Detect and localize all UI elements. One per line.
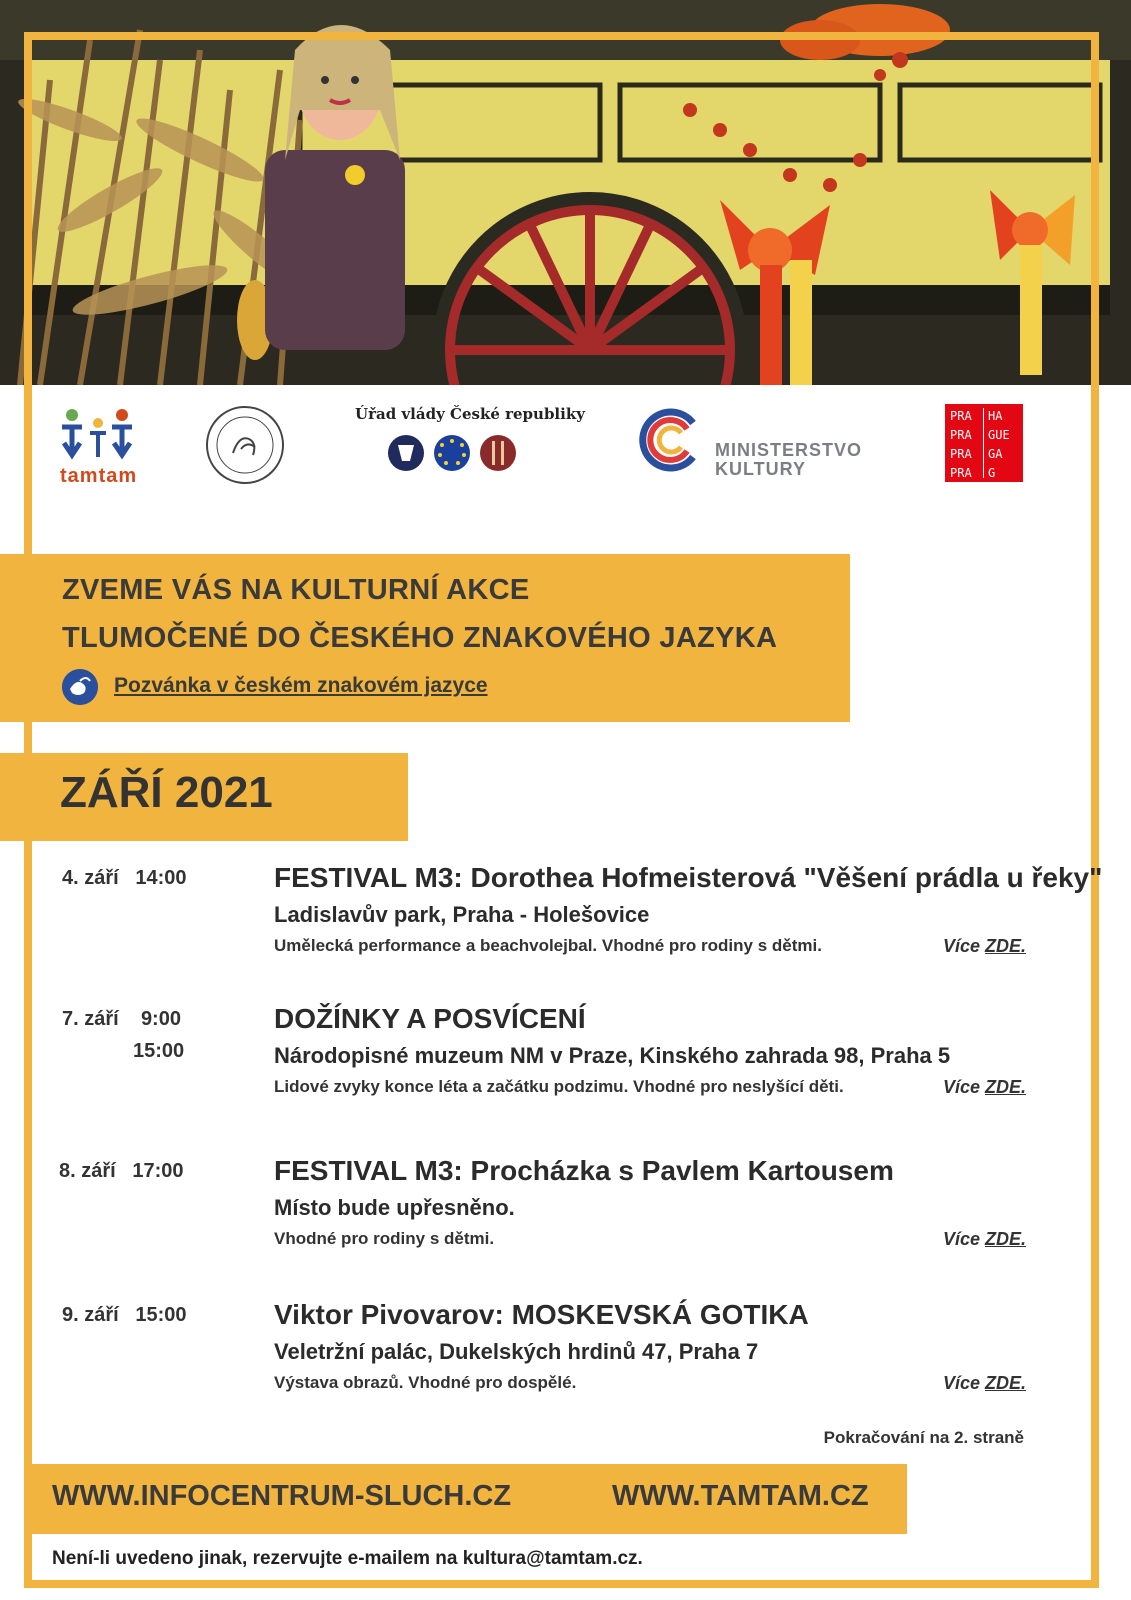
event-datetime — [62, 1008, 181, 1031]
event-title: DOŽÍNKY A POSVÍCENÍ — [274, 1003, 586, 1034]
website-infocentrum[interactable]: WWW.INFOCENTRUM-SLUCH.CZ — [52, 1480, 512, 1512]
month-banner — [0, 753, 408, 841]
event-more — [943, 1229, 1026, 1250]
uvcr-title: Úřad vlády České republiky — [355, 405, 585, 423]
ministerstvo-line2: KULTURY — [715, 459, 806, 479]
event-more-label: Více — [942, 936, 980, 956]
praha-text: GA — [988, 447, 1003, 461]
month-title: ZÁŘÍ 2021 — [60, 768, 273, 817]
partner-logos — [40, 395, 1090, 505]
event-title: Viktor Pivovarov: MOSKEVSKÁ GOTIKA — [274, 1299, 809, 1330]
event-more-label: Více — [942, 1229, 980, 1249]
ministerstvo-kultury-logo — [635, 405, 875, 485]
praha-text: PRA — [950, 428, 972, 442]
tamtam-logo — [50, 405, 150, 495]
event-time: 15:00 — [135, 1304, 187, 1326]
event-more-label: Více — [942, 1077, 980, 1097]
sign-language-link[interactable]: Pozvánka v českém znakovém jazyce — [114, 674, 488, 697]
praha-text: PRA — [950, 447, 972, 461]
website-tamtam[interactable]: WWW.TAMTAM.CZ — [612, 1480, 869, 1512]
event-datetime — [62, 1304, 187, 1327]
event-datetime — [59, 1160, 184, 1183]
event-datetime — [62, 867, 187, 890]
event-more — [943, 1373, 1026, 1394]
event-place: Ladislavův park, Praha - Holešovice — [274, 902, 650, 927]
praha-text: PRA — [950, 409, 972, 423]
event-time: 14:00 — [135, 867, 187, 889]
event-title: FESTIVAL M3: Dorothea Hofmeisterová "Věšení prádla u řeky" — [274, 862, 1103, 893]
event-description: Lidové zvyky konce léta a začátku podzimu. Vhodné pro neslyšící děti. — [274, 1077, 844, 1096]
event-date: 7. září — [62, 1008, 119, 1030]
event-more-link[interactable]: ZDE. — [984, 1373, 1026, 1393]
event-more-link[interactable]: ZDE. — [984, 936, 1026, 956]
event-place: Veletržní palác, Dukelských hrdinů 47, Praha 7 — [274, 1339, 759, 1364]
event-time: 17:00 — [132, 1160, 184, 1182]
praha-text: HA — [988, 409, 1003, 423]
event-date: 9. září — [62, 1304, 119, 1326]
praha-text: G — [988, 466, 996, 480]
ministerstvo-line1: MINISTERSTVO — [715, 440, 863, 460]
uvcr-emblems-icon — [350, 431, 590, 481]
websites-banner — [30, 1464, 907, 1534]
tamtam-figures-icon — [50, 405, 140, 465]
continuation-note: Pokračování na 2. straně — [823, 1428, 1024, 1447]
uvcr-logo — [350, 405, 590, 495]
event-description: Vhodné pro rodiny s dětmi. — [274, 1229, 495, 1248]
event-place: Místo bude upřesněno. — [274, 1195, 515, 1220]
infocentrum-logo — [205, 405, 285, 490]
event-description: Výstava obrazů. Vhodné pro dospělé. — [274, 1373, 577, 1392]
event-more — [943, 1077, 1026, 1098]
event-description: Umělecká performance a beachvolejbal. Vhodné pro rodiny s dětmi. — [274, 936, 822, 955]
event-place: Národopisné muzeum NM v Praze, Kinského zahrada 98, Praha 5 — [274, 1043, 951, 1068]
event-more-link[interactable]: ZDE. — [984, 1229, 1026, 1249]
event-more — [943, 936, 1026, 957]
event-time: 9:00 — [140, 1008, 181, 1030]
event-date: 4. září — [62, 867, 119, 889]
ministerstvo-c-icon — [635, 405, 705, 475]
ministerstvo-wordmark — [715, 441, 862, 479]
praha-text: GUE — [988, 428, 1010, 442]
invitation-line1: ZVEME VÁS NA KULTURNÍ AKCE — [62, 574, 530, 606]
sign-language-icon — [62, 669, 98, 705]
invitation-line2: TLUMOČENÉ DO ČESKÉHO ZNAKOVÉHO JAZYKA — [62, 622, 778, 654]
praha-text: PRA — [950, 466, 972, 480]
tamtam-wordmark: tamtam — [60, 465, 138, 487]
event-time-2: 15:00 — [133, 1040, 185, 1062]
event-more-label: Více — [942, 1373, 980, 1393]
event-more-link[interactable]: ZDE. — [984, 1077, 1026, 1097]
event-date: 8. září — [59, 1160, 116, 1182]
invitation-banner — [0, 554, 850, 722]
infocentrum-seal-icon — [205, 405, 285, 485]
footer-note: Není-li uvedeno jinak, rezervujte e-mailem na kultura@tamtam.cz. — [52, 1548, 643, 1569]
event-title: FESTIVAL M3: Procházka s Pavlem Kartousem — [274, 1155, 894, 1186]
